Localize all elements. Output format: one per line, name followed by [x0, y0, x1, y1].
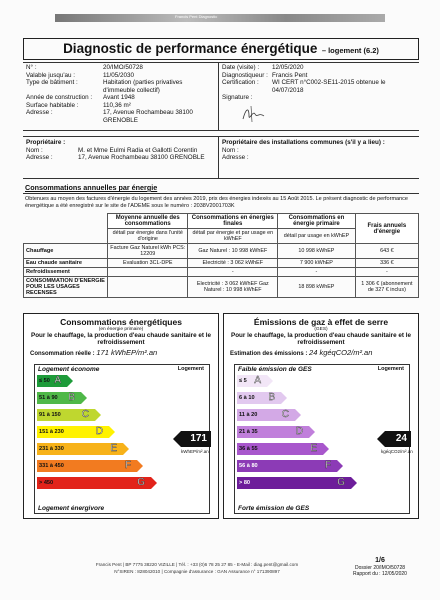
scale-bottom-label: Logement énergivore	[38, 505, 105, 512]
divider	[23, 62, 419, 63]
info-value: 110,36 m²	[103, 101, 131, 109]
info-value: 12/05/2020	[272, 64, 304, 71]
info-value: Avant 1948	[103, 94, 135, 101]
footer-page-info	[335, 558, 425, 578]
panel-subtitle: Pour le chauffage, la production d'eau chaude sanitaire et le refroidissement	[231, 332, 411, 346]
info-key: Adresse :	[222, 154, 249, 161]
divider	[23, 136, 419, 137]
table-cell: -	[278, 268, 356, 277]
info-value: 20/IMO/50728	[103, 64, 143, 71]
bar-letter: D	[295, 426, 303, 437]
table-header-row	[24, 214, 419, 229]
energy-bar-f	[37, 460, 137, 472]
energy-bar-d	[37, 426, 109, 438]
footer-contact: Francis Pent | BP 7775 38220 VIZILLE | Tél. : +33 (0)6 78 25 27 85 - E-Mail : diag.pent@gmail.com	[95, 562, 299, 567]
bar-letter: B	[268, 392, 275, 403]
panel-note: (GES)	[314, 327, 328, 332]
table-cell: Facture Gaz Naturel kWh PCS: 12209	[108, 244, 188, 259]
table-subheader: détail par énergie dans l'unité d'origine	[108, 229, 188, 244]
bar-range: 6 à 10	[239, 395, 255, 401]
page-title: Diagnostic de performance énergétique	[63, 41, 318, 56]
bar-letter: F	[124, 460, 131, 471]
table-header: Consommations en énergies finales	[188, 214, 278, 229]
table-cell	[108, 277, 188, 298]
info-key: Diagnostiqueur :	[222, 71, 268, 79]
info-key: Surface habitable :	[26, 101, 79, 109]
bar-arrow-tip	[281, 392, 287, 404]
bar-letter: D	[95, 426, 103, 437]
value-number: 171 kWhEP/m².an	[96, 348, 158, 357]
info-key: Nom :	[222, 146, 239, 154]
ges-bar-d	[237, 426, 309, 438]
bar-arrow-tip	[109, 426, 115, 438]
table-cell	[108, 268, 188, 277]
bar-letter: C	[81, 409, 89, 420]
ges-bar-a	[237, 375, 267, 387]
energy-scale	[34, 364, 210, 514]
bar-letter: C	[281, 409, 289, 420]
table-header: Frais annuels d'énergie	[355, 214, 418, 244]
bar-letter: G	[137, 477, 145, 488]
bar-range: ≤ 50	[39, 378, 50, 384]
conso-intro: Obtenues au moyen des factures d'énergie du logement des années 2019, prix des énergies indexés au 15 Août 2015. Le présent diagnostic de performance énergétique a été enregistré sur le site de l'ADEME sous le numéro : 2038V2001703K	[25, 196, 408, 209]
owner-address: 17, Avenue Rochambeau 38100 GRENOBLE	[78, 154, 205, 161]
divider	[23, 193, 419, 194]
table-header	[24, 214, 108, 229]
page-subtitle: – logement (6.2)	[321, 46, 379, 55]
footer-siren: N°SIREN : 828042010 | Compagnie d'assurance : GAN Assurance n° 171390897	[114, 569, 280, 574]
energy-bar-a	[37, 375, 67, 387]
table-cell: -	[355, 268, 418, 277]
bar-arrow-tip	[137, 460, 143, 472]
table-cell: 336 €	[355, 259, 418, 268]
bar-letter: F	[324, 460, 331, 471]
row-label: Chauffage	[24, 244, 108, 259]
info-value: WI CERT n°C002-SE11-2015 obtenue le 04/07/2018	[272, 79, 386, 94]
report-date: Rapport du : 12/05/2020	[353, 571, 407, 577]
bar-arrow-tip	[351, 477, 357, 489]
ges-indicator: 24	[385, 431, 411, 447]
bar-letter: E	[310, 443, 317, 454]
info-value: Francis Pent	[272, 71, 308, 79]
table-header: Consommations en énergie primaire	[278, 214, 356, 229]
table-cell: 18 898 kWhEP	[278, 277, 356, 298]
panel-title: Consommations énergétiques	[60, 317, 182, 327]
dossier-number: Dossier 20/IMO/50728	[354, 564, 406, 571]
footer	[57, 561, 337, 575]
owner-heading: Propriétaire :	[26, 139, 66, 146]
scale-top-label: Faible émission de GES	[238, 366, 312, 373]
info-value: 11/05/2030	[103, 71, 135, 79]
value-number: 24 kgéqCO2/m².an	[309, 348, 373, 357]
ges-label-panel	[223, 313, 419, 519]
table-cell: -	[188, 268, 278, 277]
table-cell: Evaluation 3CL-DPE	[108, 259, 188, 268]
ges-scale	[234, 364, 413, 514]
bar-range: 231 à 330	[39, 446, 64, 452]
bar-letter: B	[68, 392, 75, 403]
row-label: Refroidissement	[24, 268, 108, 277]
table-subheader: détail par énergie et par usage en kWhEF	[188, 229, 278, 244]
page-number: 1/6	[375, 557, 385, 564]
table-cell: 10 998 kWhEP	[278, 244, 356, 259]
bar-range: 56 à 80	[239, 463, 258, 469]
bar-range: 151 à 230	[39, 429, 64, 435]
ges-bar-g	[237, 477, 351, 489]
energy-bar-g	[37, 477, 151, 489]
ges-bar-c	[237, 409, 295, 421]
indicator-unit: kWhEP/m².an	[181, 449, 209, 454]
value-label: Consommation réelle :	[30, 351, 95, 357]
info-key: Type de bâtiment :	[26, 79, 78, 86]
bar-arrow-tip	[151, 477, 157, 489]
info-key: Année de construction :	[26, 94, 93, 101]
bar-arrow-tip	[323, 443, 329, 455]
scale-top-label: Logement économe	[38, 366, 100, 373]
bar-letter: A	[54, 375, 61, 386]
bar-arrow-tip	[123, 443, 129, 455]
row-label: Eau chaude sanitaire	[24, 259, 108, 268]
bar-range: ≤ 5	[239, 378, 247, 384]
panel-subtitle: Pour le chauffage, la production d'eau chaude sanitaire et le refroidissement	[31, 332, 211, 346]
diagnostic-info	[26, 64, 216, 124]
table-subheader	[24, 229, 108, 244]
table-row	[24, 259, 419, 268]
table-cell: Gaz Naturel : 10 998 kWhEF	[188, 244, 278, 259]
divider	[218, 136, 219, 178]
energy-bar-c	[37, 409, 95, 421]
divider	[23, 178, 419, 179]
table-header: Moyenne annuelle des consommations	[108, 214, 188, 229]
bar-range: 11 à 20	[239, 412, 258, 418]
info-value	[272, 94, 417, 102]
title-box	[23, 38, 419, 60]
bar-arrow-tip	[81, 392, 87, 404]
info-key: Adresse :	[26, 109, 53, 116]
divider	[218, 62, 219, 130]
info-key: Certification :	[222, 79, 259, 86]
bar-range: > 80	[239, 480, 251, 486]
panel-title: Émissions de gaz à effet de serre	[253, 317, 389, 327]
signature-icon	[240, 104, 268, 124]
info-key: Nom :	[26, 146, 43, 154]
table-cell: 643 €	[355, 244, 418, 259]
ges-bar-e	[237, 443, 323, 455]
bar-range: 331 à 450	[39, 463, 64, 469]
bar-arrow-tip	[337, 460, 343, 472]
info-key: Signature :	[222, 94, 253, 101]
bar-letter: A	[254, 375, 261, 386]
bar-arrow-tip	[267, 375, 273, 387]
info-key: N° :	[26, 64, 37, 71]
owner-name: M. et Mme Eulmi Radia et Gallotti Corentin	[78, 146, 198, 154]
bar-arrow-tip	[95, 409, 101, 421]
energy-indicator: 171	[181, 431, 211, 447]
table-subheader: détail par usage en kWhEP	[278, 229, 356, 244]
ges-bar-f	[237, 460, 337, 472]
divider	[23, 130, 419, 131]
consumption-table	[23, 213, 419, 298]
bar-range: 51 à 90	[39, 395, 58, 401]
energy-label-panel	[23, 313, 219, 519]
energy-bar-b	[37, 392, 81, 404]
header-band-text: Francis Pent Diagnostic	[175, 14, 218, 19]
table-cell: 7 900 kWhEP	[278, 259, 356, 268]
table-cell: Electricité : 3 062 kWhEF	[188, 259, 278, 268]
row-label: CONSOMMATION D'ENERGIE POUR LES USAGES RECENSES	[24, 277, 108, 298]
info-key: Date (visite) :	[222, 64, 260, 71]
owner-block	[26, 139, 216, 162]
bar-arrow-tip	[67, 375, 73, 387]
bar-letter: E	[110, 443, 117, 454]
bar-range: 36 à 55	[239, 446, 258, 452]
panel-value-line	[30, 348, 218, 357]
bar-arrow-tip	[295, 409, 301, 421]
header-band	[55, 14, 385, 22]
energy-bar-e	[37, 443, 123, 455]
indicator-unit: kgéqCO2/m².an	[381, 449, 413, 454]
logement-label: Logement	[377, 366, 404, 372]
bar-range: 91 à 150	[39, 412, 61, 418]
ges-bar-b	[237, 392, 281, 404]
conso-heading: Consommations annuelles par énergie	[25, 183, 158, 192]
common-owner-heading: Propriétaire des installations communes (s'il y a lieu) :	[222, 139, 385, 146]
panel-value-line	[230, 348, 418, 357]
bar-letter: G	[337, 477, 345, 488]
panel-note: (en énergie primaire)	[98, 327, 144, 332]
logement-label: Logement	[177, 366, 204, 372]
bar-range: > 450	[39, 480, 54, 486]
bar-range: 21 à 35	[239, 429, 258, 435]
common-owner-block	[222, 139, 417, 162]
table-cell: Electricité : 3 062 kWhEF Gaz Naturel : 10 998 kWhEF	[188, 277, 278, 298]
info-value: 17, Avenue Rochambeau 38100 GRENOBLE	[103, 109, 193, 124]
scale-bottom-label: Forte émission de GES	[238, 505, 310, 512]
info-key: Valable jusqu'au :	[26, 71, 76, 79]
info-value: Habitation (parties privatives d'immeuble collectif)	[103, 79, 183, 94]
table-row	[24, 244, 419, 259]
bar-arrow-tip	[309, 426, 315, 438]
table-cell: 1 306 € (abonnement de 327 € inclus)	[355, 277, 418, 298]
table-row	[24, 277, 419, 298]
value-label: Estimation des émissions :	[230, 351, 308, 357]
diagnostician-info	[222, 64, 417, 102]
info-key: Adresse :	[26, 154, 53, 161]
table-row	[24, 268, 419, 277]
